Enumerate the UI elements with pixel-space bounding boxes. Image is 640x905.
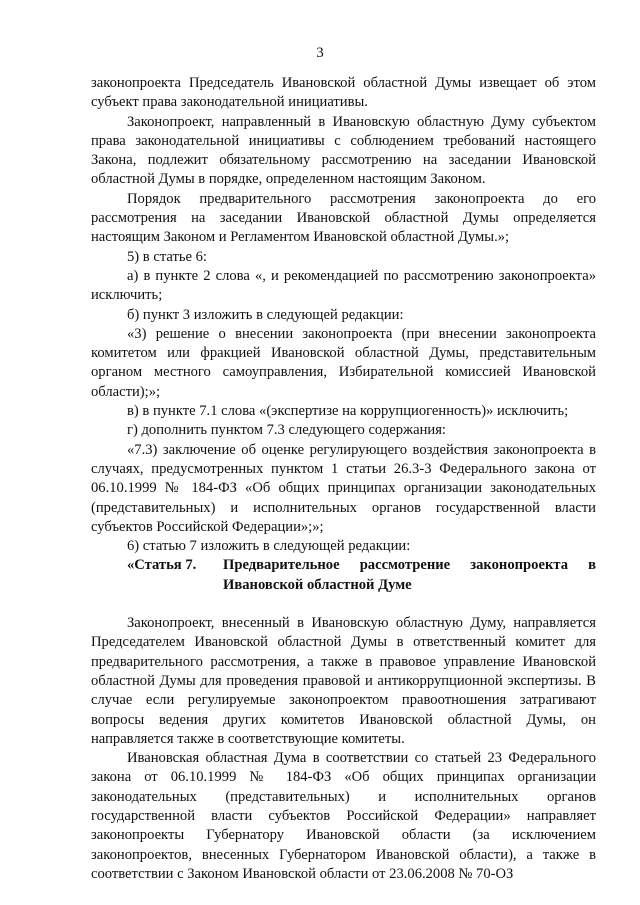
- paragraph: г) дополнить пунктом 7.3 следующего содержания:: [127, 422, 446, 439]
- paragraph: а) в пункте 2 слова «, и рекомендацией по рассмотрению законопроекта» исключить;: [91, 267, 596, 304]
- paragraph: 6) статью 7 изложить в следующей редакции:: [127, 538, 411, 555]
- document-body: [91, 74, 596, 884]
- paragraph: законопроекта Председатель Ивановской областной Думы извещает об этом субъект права законодательной инициативы.: [91, 75, 596, 111]
- paragraph: Ивановская областная Дума в соответствии со статьей 23 Федерального закона от 06.10.1999 № 184-ФЗ «Об общих принципах организации законодательных (представительных) и исполнительных органов государственной власти субъектов Российской Федерации» направляет законопроекты Губернатору Ивановской области (за исключением законопроектов, внесенных Губернатором Ивановской области), а также в соответствии с Законом Ивановской области от 23.06.2008 № 70-ОЗ: [91, 750, 596, 882]
- article-spacer: [91, 595, 596, 614]
- page-number: 3: [316, 45, 324, 61]
- paragraph: в) в пункте 7.1 слова «(экспертизе на коррупциогенность)» исключить;: [127, 403, 569, 420]
- paragraph: «3) решение о внесении законопроекта (при внесении законопроекта комитетом или фракцией Ивановской областной Думы, представительным органом местного самоуправления, Избирательной комиссией Ивановской области);»;: [91, 325, 596, 400]
- paragraph-group-top: [91, 74, 596, 556]
- paragraph: Законопроект, внесенный в Ивановскую областную Думу, направляется Председателем Ивановской областной Думы в ответственный комитет для предварительного рассмотрения, а также в правовое управление Ивановской областной Думы для проведения правовой и антикоррупционной экспертизы. В случае если регулируемые законопроектом правоотношения затрагивают вопросы ведения других комитетов Ивановской областной Думы, он направляется также в соответствующие комитеты.: [91, 615, 596, 747]
- article-heading: [91, 556, 596, 595]
- paragraph-group-bottom: [91, 614, 596, 884]
- paragraph: Законопроект, направленный в Ивановскую областную Думу субъектом права законодательной инициативы с соблюдением требований настоящего Закона, подлежит обязательному рассмотрению на заседании Ивановской областной Думы в порядке, определенном настоящим Законом.: [91, 113, 596, 188]
- paragraph: 5) в статье 6:: [127, 248, 207, 265]
- paragraph: б) пункт 3 изложить в следующей редакции:: [127, 306, 404, 323]
- article-number: «Статья 7.: [127, 557, 197, 574]
- article-title: Предварительное рассмотрение законопроекта в Ивановской областной Думе: [223, 557, 596, 593]
- paragraph: Порядок предварительного рассмотрения законопроекта до его рассмотрения на заседании Ивановской областной Думы определяется настоящим Законом и Регламентом Ивановской областной Думы.»;: [91, 190, 596, 246]
- paragraph: «7.3) заключение об оценке регулирующего воздействия законопроекта в случаях, предусмотренных пунктом 1 статьи 26.3-3 Федерального закона от 06.10.1999 № 184-ФЗ «Об общих принципах организации законодательных (представительных) и исполнительных органов государственной власти субъектов Российской Федерации»;»;: [91, 441, 596, 535]
